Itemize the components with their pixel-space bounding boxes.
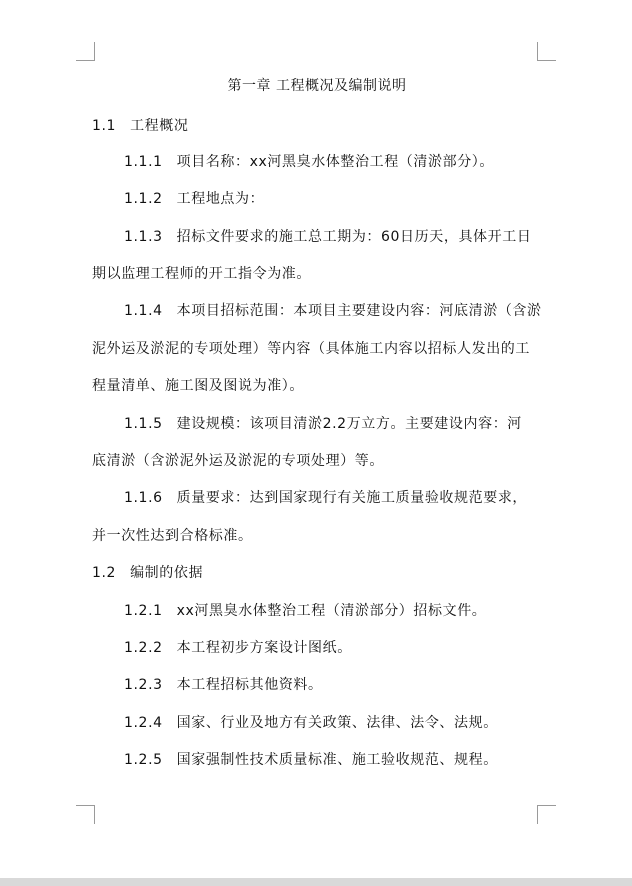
paragraph-1-1-1 xyxy=(124,151,494,171)
item-text: 本工程招标其他资料。 xyxy=(176,677,323,693)
item-number: 1.2.2 xyxy=(124,640,163,656)
margin-corner-bottom-left xyxy=(76,805,95,824)
paragraph-1-1-4-continuation-2: 程量清单、施工图及图说为准）。 xyxy=(92,378,304,394)
paragraph-1-1-3 xyxy=(124,226,531,246)
paragraph-1-2-3 xyxy=(124,674,323,694)
paragraph-1-2-5 xyxy=(124,749,498,769)
item-number: 1.1.4 xyxy=(124,303,163,319)
item-text: 质量要求：达到国家现行有关施工质量验收规范要求， xyxy=(176,490,528,506)
paragraph-1-1-4-continuation-1: 泥外运及淤泥的专项处理）等内容（具体施工内容以招标人发出的工 xyxy=(92,341,530,357)
paragraph-1-1-6-continuation: 并一次性达到合格标准。 xyxy=(92,528,253,544)
section-title: 工程概况 xyxy=(130,118,189,134)
item-text: 招标文件要求的施工总工期为：60日历天，具体开工日 xyxy=(176,229,532,245)
section-number: 1.2 xyxy=(92,565,117,581)
margin-corner-bottom-right xyxy=(537,805,556,824)
item-number: 1.2.1 xyxy=(124,603,163,619)
window-bottom-edge xyxy=(0,878,632,886)
paragraph-1-1-2 xyxy=(124,188,264,208)
item-text: xx河黑臭水体整治工程（清淤部分）招标文件。 xyxy=(176,603,487,619)
item-number: 1.2.5 xyxy=(124,752,163,768)
paragraph-1-2-1 xyxy=(124,600,486,620)
item-text: 国家、行业及地方有关政策、法律、法令、法规。 xyxy=(176,715,498,731)
paragraph-1-2-4 xyxy=(124,712,498,732)
item-number: 1.1.5 xyxy=(124,416,163,432)
section-number: 1.1 xyxy=(92,118,117,134)
item-text: 建设规模：该项目清淤2.2万立方。主要建设内容：河 xyxy=(176,416,522,432)
item-number: 1.1.2 xyxy=(124,191,163,207)
item-number: 1.1.3 xyxy=(124,229,163,245)
section-heading-1-2 xyxy=(92,562,203,582)
paragraph-1-1-3-continuation: 期以监理工程师的开工指令为准。 xyxy=(92,266,311,282)
item-text: 本工程初步方案设计图纸。 xyxy=(176,640,352,656)
item-text: 工程地点为： xyxy=(176,191,265,207)
item-text: 本项目招标范围：本项目主要建设内容：河底清淤（含淤 xyxy=(176,303,542,319)
paragraph-1-1-6 xyxy=(124,487,527,507)
margin-corner-top-right xyxy=(537,42,556,61)
paragraph-1-1-5 xyxy=(124,413,522,433)
chapter-title: 第一章 工程概况及编制说明 xyxy=(227,78,407,94)
item-text: 项目名称：xx河黑臭水体整治工程（清淤部分）。 xyxy=(176,154,494,170)
item-number: 1.2.3 xyxy=(124,677,163,693)
item-text: 国家强制性技术质量标准、施工验收规范、规程。 xyxy=(176,752,498,768)
paragraph-1-1-5-continuation: 底清淤（含淤泥外运及淤泥的专项处理）等。 xyxy=(92,453,384,469)
paragraph-1-1-4 xyxy=(124,300,542,320)
margin-corner-top-left xyxy=(76,42,95,61)
paragraph-1-2-2 xyxy=(124,637,352,657)
item-number: 1.1.1 xyxy=(124,154,163,170)
section-heading-1-1 xyxy=(92,115,188,135)
section-title: 编制的依据 xyxy=(130,565,204,581)
item-number: 1.1.6 xyxy=(124,490,163,506)
item-number: 1.2.4 xyxy=(124,715,163,731)
